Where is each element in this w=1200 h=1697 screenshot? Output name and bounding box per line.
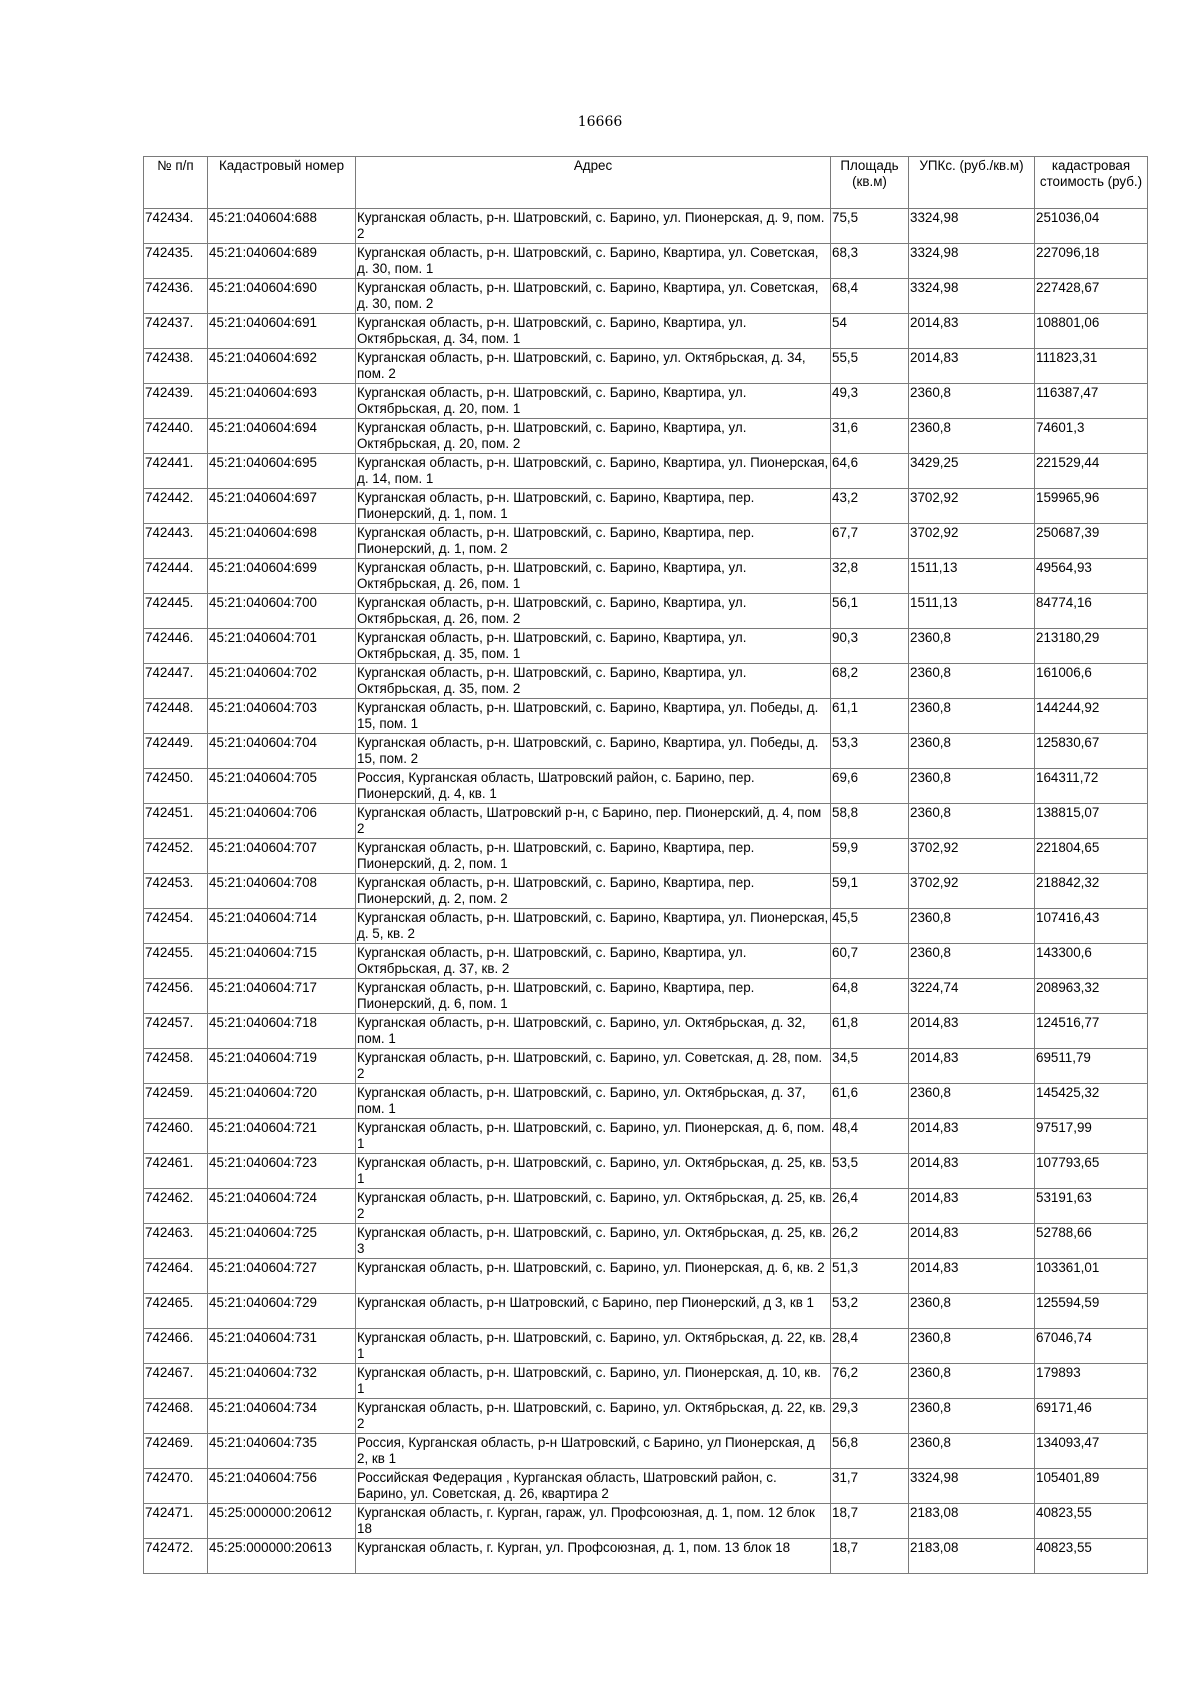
cadastral-number-cell: 45:21:040604:707: [208, 839, 356, 874]
area-cell: 59,9: [831, 839, 909, 874]
cadastral-value-cell: 40823,55: [1035, 1504, 1148, 1539]
address-cell: Курганская область, р-н. Шатровский, с. Барино, Квартира, ул. Октябрьская, д. 20, пом. 2: [356, 419, 831, 454]
unit-value-cell: 2360,8: [909, 769, 1035, 804]
cadastral-number-cell: 45:21:040604:693: [208, 384, 356, 419]
unit-value-cell: 3324,98: [909, 279, 1035, 314]
unit-value-cell: 2014,83: [909, 1119, 1035, 1154]
unit-value-cell: 2014,83: [909, 314, 1035, 349]
area-cell: 18,7: [831, 1504, 909, 1539]
area-cell: 59,1: [831, 874, 909, 909]
cadastral-value-cell: 67046,74: [1035, 1329, 1148, 1364]
cadastral-value-cell: 124516,77: [1035, 1014, 1148, 1049]
cadastral-number-cell: 45:21:040604:690: [208, 279, 356, 314]
unit-value-cell: 2014,83: [909, 1014, 1035, 1049]
row-number-cell: 742469.: [144, 1434, 208, 1469]
table-row: [144, 1154, 1148, 1189]
row-number-cell: 742443.: [144, 524, 208, 559]
table-row: [144, 209, 1148, 244]
cadastral-number-cell: 45:25:000000:20613: [208, 1539, 356, 1574]
table-row: [144, 699, 1148, 734]
address-cell: Курганская область, р-н. Шатровский, с. Барино, ул. Пионерская, д. 10, кв. 1: [356, 1364, 831, 1399]
cadastral-number-cell: 45:21:040604:695: [208, 454, 356, 489]
area-cell: 61,1: [831, 699, 909, 734]
cadastral-number-cell: 45:21:040604:688: [208, 209, 356, 244]
address-cell: Курганская область, р-н. Шатровский, с. Барино, Квартира, ул. Победы, д. 15, пом. 2: [356, 734, 831, 769]
cadastral-number-cell: 45:21:040604:715: [208, 944, 356, 979]
table-row: [144, 1504, 1148, 1539]
table-row: [144, 419, 1148, 454]
unit-value-cell: 3702,92: [909, 524, 1035, 559]
row-number-cell: 742462.: [144, 1189, 208, 1224]
header-row-number: № п/п: [144, 157, 208, 209]
unit-value-cell: 2014,83: [909, 349, 1035, 384]
cadastral-number-cell: 45:25:000000:20612: [208, 1504, 356, 1539]
cadastral-value-cell: 52788,66: [1035, 1224, 1148, 1259]
cadastral-number-cell: 45:21:040604:729: [208, 1294, 356, 1329]
table-row: [144, 1469, 1148, 1504]
area-cell: 32,8: [831, 559, 909, 594]
area-cell: 67,7: [831, 524, 909, 559]
table-row: [144, 769, 1148, 804]
row-number-cell: 742464.: [144, 1259, 208, 1294]
cadastral-value-cell: 107793,65: [1035, 1154, 1148, 1189]
unit-value-cell: 3324,98: [909, 244, 1035, 279]
unit-value-cell: 2183,08: [909, 1539, 1035, 1574]
table-row: [144, 594, 1148, 629]
unit-value-cell: 2360,8: [909, 1364, 1035, 1399]
row-number-cell: 742453.: [144, 874, 208, 909]
table-row: [144, 454, 1148, 489]
address-cell: Курганская область, р-н. Шатровский, с. Барино, Квартира, ул. Победы, д. 15, пом. 1: [356, 699, 831, 734]
area-cell: 53,3: [831, 734, 909, 769]
cadastral-value-cell: 111823,31: [1035, 349, 1148, 384]
cadastral-value-cell: 116387,47: [1035, 384, 1148, 419]
table-header: [144, 157, 1148, 209]
area-cell: 69,6: [831, 769, 909, 804]
table-row: [144, 944, 1148, 979]
cadastral-value-cell: 40823,55: [1035, 1539, 1148, 1574]
cadastral-number-cell: 45:21:040604:723: [208, 1154, 356, 1189]
address-cell: Курганская область, р-н. Шатровский, с. Барино, ул. Пионерская, д. 6, пом. 1: [356, 1119, 831, 1154]
cadastral-value-cell: 143300,6: [1035, 944, 1148, 979]
cadastral-number-cell: 45:21:040604:699: [208, 559, 356, 594]
address-cell: Курганская область, р-н. Шатровский, с. Барино, Квартира, пер. Пионерский, д. 6, пом. 1: [356, 979, 831, 1014]
area-cell: 53,2: [831, 1294, 909, 1329]
area-cell: 60,7: [831, 944, 909, 979]
area-cell: 55,5: [831, 349, 909, 384]
address-cell: Курганская область, р-н. Шатровский, с. Барино, Квартира, пер. Пионерский, д. 2, пом. 2: [356, 874, 831, 909]
cadastral-number-cell: 45:21:040604:703: [208, 699, 356, 734]
row-number-cell: 742471.: [144, 1504, 208, 1539]
address-cell: Курганская область, р-н. Шатровский, с. Барино, ул. Советская, д. 28, пом. 2: [356, 1049, 831, 1084]
area-cell: 53,5: [831, 1154, 909, 1189]
table-row: [144, 1539, 1148, 1574]
cadastral-value-cell: 145425,32: [1035, 1084, 1148, 1119]
area-cell: 68,4: [831, 279, 909, 314]
table-row: [144, 804, 1148, 839]
area-cell: 49,3: [831, 384, 909, 419]
table-row: [144, 1434, 1148, 1469]
table-row: [144, 314, 1148, 349]
unit-value-cell: 3324,98: [909, 1469, 1035, 1504]
area-cell: 75,5: [831, 209, 909, 244]
row-number-cell: 742442.: [144, 489, 208, 524]
row-number-cell: 742451.: [144, 804, 208, 839]
area-cell: 51,3: [831, 1259, 909, 1294]
address-cell: Курганская область, р-н. Шатровский, с. Барино, ул. Октябрьская, д. 22, кв. 1: [356, 1329, 831, 1364]
cadastral-value-cell: 74601,3: [1035, 419, 1148, 454]
unit-value-cell: 2360,8: [909, 909, 1035, 944]
cadastral-value-cell: 227428,67: [1035, 279, 1148, 314]
unit-value-cell: 2014,83: [909, 1224, 1035, 1259]
page-number: 16666: [577, 114, 623, 130]
area-cell: 45,5: [831, 909, 909, 944]
area-cell: 58,8: [831, 804, 909, 839]
address-cell: Курганская область, р-н. Шатровский, с. Барино, Квартира, пер. Пионерский, д. 2, пом. 1: [356, 839, 831, 874]
cadastral-number-cell: 45:21:040604:721: [208, 1119, 356, 1154]
address-cell: Курганская область, р-н. Шатровский, с. Барино, ул. Октябрьская, д. 25, кв. 1: [356, 1154, 831, 1189]
header-unit-value: УПКс. (руб./кв.м): [909, 157, 1035, 209]
row-number-cell: 742466.: [144, 1329, 208, 1364]
area-cell: 56,1: [831, 594, 909, 629]
address-cell: Курганская область, р-н. Шатровский, с. Барино, Квартира, ул. Советская, д. 30, пом. 1: [356, 244, 831, 279]
area-cell: 31,6: [831, 419, 909, 454]
area-cell: 34,5: [831, 1049, 909, 1084]
address-cell: Курганская область, Шатровский р-н, с Барино, пер. Пионерский, д. 4, пом 2: [356, 804, 831, 839]
cadastral-value-cell: 164311,72: [1035, 769, 1148, 804]
area-cell: 31,7: [831, 1469, 909, 1504]
row-number-cell: 742467.: [144, 1364, 208, 1399]
row-number-cell: 742463.: [144, 1224, 208, 1259]
cadastral-number-cell: 45:21:040604:732: [208, 1364, 356, 1399]
row-number-cell: 742436.: [144, 279, 208, 314]
table-row: [144, 1189, 1148, 1224]
cadastral-value-table: [143, 156, 1148, 1574]
cadastral-number-cell: 45:21:040604:734: [208, 1399, 356, 1434]
row-number-cell: 742435.: [144, 244, 208, 279]
address-cell: Курганская область, р-н. Шатровский, с. Барино, Квартира, ул. Советская, д. 30, пом. 2: [356, 279, 831, 314]
cadastral-value-cell: 179893: [1035, 1364, 1148, 1399]
row-number-cell: 742454.: [144, 909, 208, 944]
address-cell: Курганская область, р-н. Шатровский, с. Барино, ул. Октябрьская, д. 32, пом. 1: [356, 1014, 831, 1049]
address-cell: Курганская область, р-н. Шатровский, с. Барино, ул. Октябрьская, д. 37, пом. 1: [356, 1084, 831, 1119]
cadastral-number-cell: 45:21:040604:756: [208, 1469, 356, 1504]
address-cell: Курганская область, р-н. Шатровский, с. Барино, Квартира, ул. Октябрьская, д. 26, пом. 2: [356, 594, 831, 629]
cadastral-number-cell: 45:21:040604:689: [208, 244, 356, 279]
cadastral-value-cell: 97517,99: [1035, 1119, 1148, 1154]
address-cell: Курганская область, г. Курган, ул. Профсоюзная, д. 1, пом. 13 блок 18: [356, 1539, 831, 1574]
row-number-cell: 742452.: [144, 839, 208, 874]
unit-value-cell: 2014,83: [909, 1154, 1035, 1189]
area-cell: 26,2: [831, 1224, 909, 1259]
unit-value-cell: 2360,8: [909, 944, 1035, 979]
row-number-cell: 742440.: [144, 419, 208, 454]
cadastral-number-cell: 45:21:040604:702: [208, 664, 356, 699]
address-cell: Курганская область, р-н. Шатровский, с. Барино, Квартира, ул. Октябрьская, д. 35, пом. 1: [356, 629, 831, 664]
area-cell: 68,2: [831, 664, 909, 699]
row-number-cell: 742439.: [144, 384, 208, 419]
table-row: [144, 349, 1148, 384]
table-row: [144, 1119, 1148, 1154]
cadastral-number-cell: 45:21:040604:700: [208, 594, 356, 629]
table-row: [144, 244, 1148, 279]
row-number-cell: 742459.: [144, 1084, 208, 1119]
row-number-cell: 742457.: [144, 1014, 208, 1049]
address-cell: Курганская область, р-н. Шатровский, с. Барино, ул. Октябрьская, д. 22, кв. 2: [356, 1399, 831, 1434]
area-cell: 43,2: [831, 489, 909, 524]
address-cell: Курганская область, р-н. Шатровский, с. Барино, Квартира, ул. Октябрьская, д. 26, пом. 1: [356, 559, 831, 594]
table-row: [144, 1329, 1148, 1364]
table-row: [144, 384, 1148, 419]
unit-value-cell: 1511,13: [909, 594, 1035, 629]
row-number-cell: 742448.: [144, 699, 208, 734]
cadastral-value-cell: 144244,92: [1035, 699, 1148, 734]
cadastral-value-cell: 103361,01: [1035, 1259, 1148, 1294]
area-cell: 90,3: [831, 629, 909, 664]
cadastral-value-cell: 107416,43: [1035, 909, 1148, 944]
header-area: Площадь (кв.м): [831, 157, 909, 209]
area-cell: 28,4: [831, 1329, 909, 1364]
row-number-cell: 742472.: [144, 1539, 208, 1574]
area-cell: 68,3: [831, 244, 909, 279]
header-address: Адрес: [356, 157, 831, 209]
area-cell: 56,8: [831, 1434, 909, 1469]
cadastral-value-cell: 108801,06: [1035, 314, 1148, 349]
row-number-cell: 742449.: [144, 734, 208, 769]
cadastral-number-cell: 45:21:040604:705: [208, 769, 356, 804]
cadastral-number-cell: 45:21:040604:706: [208, 804, 356, 839]
row-number-cell: 742460.: [144, 1119, 208, 1154]
row-number-cell: 742447.: [144, 664, 208, 699]
cadastral-number-cell: 45:21:040604:698: [208, 524, 356, 559]
cadastral-value-cell: 125594,59: [1035, 1294, 1148, 1329]
table-row: [144, 1259, 1148, 1294]
table-row: [144, 664, 1148, 699]
unit-value-cell: 2360,8: [909, 629, 1035, 664]
cadastral-number-cell: 45:21:040604:697: [208, 489, 356, 524]
row-number-cell: 742438.: [144, 349, 208, 384]
table-row: [144, 734, 1148, 769]
cadastral-number-cell: 45:21:040604:694: [208, 419, 356, 454]
cadastral-value-cell: 251036,04: [1035, 209, 1148, 244]
cadastral-number-cell: 45:21:040604:704: [208, 734, 356, 769]
address-cell: Курганская область, р-н. Шатровский, с. Барино, Квартира, пер. Пионерский, д. 1, пом. 1: [356, 489, 831, 524]
unit-value-cell: 2360,8: [909, 1294, 1035, 1329]
unit-value-cell: 2360,8: [909, 384, 1035, 419]
row-number-cell: 742468.: [144, 1399, 208, 1434]
row-number-cell: 742445.: [144, 594, 208, 629]
cadastral-value-cell: 221529,44: [1035, 454, 1148, 489]
area-cell: 48,4: [831, 1119, 909, 1154]
address-cell: Курганская область, р-н. Шатровский, с. Барино, Квартира, ул. Октябрьская, д. 20, пом. 1: [356, 384, 831, 419]
cadastral-value-cell: 84774,16: [1035, 594, 1148, 629]
row-number-cell: 742434.: [144, 209, 208, 244]
address-cell: Курганская область, р-н. Шатровский, с. Барино, Квартира, ул. Пионерская, д. 5, кв. 2: [356, 909, 831, 944]
cadastral-number-cell: 45:21:040604:731: [208, 1329, 356, 1364]
address-cell: Курганская область, р-н. Шатровский, с. Барино, Квартира, ул. Октябрьская, д. 34, пом. 1: [356, 314, 831, 349]
unit-value-cell: 2360,8: [909, 1329, 1035, 1364]
area-cell: 54: [831, 314, 909, 349]
table-row: [144, 1294, 1148, 1329]
address-cell: Россия, Курганская область, Шатровский район, с. Барино, пер. Пионерский, д. 4, кв. 1: [356, 769, 831, 804]
row-number-cell: 742444.: [144, 559, 208, 594]
unit-value-cell: 2360,8: [909, 734, 1035, 769]
unit-value-cell: 2360,8: [909, 1399, 1035, 1434]
cadastral-number-cell: 45:21:040604:724: [208, 1189, 356, 1224]
row-number-cell: 742470.: [144, 1469, 208, 1504]
area-cell: 76,2: [831, 1364, 909, 1399]
area-cell: 18,7: [831, 1539, 909, 1574]
cadastral-number-cell: 45:21:040604:691: [208, 314, 356, 349]
cadastral-number-cell: 45:21:040604:692: [208, 349, 356, 384]
area-cell: 26,4: [831, 1189, 909, 1224]
table-row: [144, 874, 1148, 909]
cadastral-number-cell: 45:21:040604:735: [208, 1434, 356, 1469]
header-cadastral-value: кадастровая стоимость (руб.): [1035, 157, 1148, 209]
cadastral-value-cell: 105401,89: [1035, 1469, 1148, 1504]
cadastral-number-cell: 45:21:040604:727: [208, 1259, 356, 1294]
unit-value-cell: 1511,13: [909, 559, 1035, 594]
row-number-cell: 742441.: [144, 454, 208, 489]
unit-value-cell: 2183,08: [909, 1504, 1035, 1539]
row-number-cell: 742446.: [144, 629, 208, 664]
table-row: [144, 909, 1148, 944]
address-cell: Курганская область, р-н. Шатровский, с. Барино, ул. Октябрьская, д. 34, пом. 2: [356, 349, 831, 384]
unit-value-cell: 3324,98: [909, 209, 1035, 244]
table-row: [144, 524, 1148, 559]
cadastral-number-cell: 45:21:040604:725: [208, 1224, 356, 1259]
unit-value-cell: 2360,8: [909, 419, 1035, 454]
unit-value-cell: 2014,83: [909, 1049, 1035, 1084]
cadastral-value-cell: 69511,79: [1035, 1049, 1148, 1084]
address-cell: Россия, Курганская область, р-н Шатровский, с Барино, ул Пионерская, д 2, кв 1: [356, 1434, 831, 1469]
area-cell: 29,3: [831, 1399, 909, 1434]
table-row: [144, 1049, 1148, 1084]
cadastral-value-cell: 69171,46: [1035, 1399, 1148, 1434]
cadastral-number-cell: 45:21:040604:701: [208, 629, 356, 664]
unit-value-cell: 2360,8: [909, 1084, 1035, 1119]
table-row: [144, 1224, 1148, 1259]
address-cell: Курганская область, р-н. Шатровский, с. Барино, ул. Октябрьская, д. 25, кв. 3: [356, 1224, 831, 1259]
cadastral-value-cell: 53191,63: [1035, 1189, 1148, 1224]
unit-value-cell: 2360,8: [909, 664, 1035, 699]
table-row: [144, 559, 1148, 594]
area-cell: 61,8: [831, 1014, 909, 1049]
area-cell: 64,6: [831, 454, 909, 489]
row-number-cell: 742455.: [144, 944, 208, 979]
address-cell: Курганская область, р-н. Шатровский, с. Барино, Квартира, пер. Пионерский, д. 1, пом. 2: [356, 524, 831, 559]
area-cell: 61,6: [831, 1084, 909, 1119]
cadastral-value-cell: 134093,47: [1035, 1434, 1148, 1469]
row-number-cell: 742465.: [144, 1294, 208, 1329]
table-row: [144, 979, 1148, 1014]
cadastral-number-cell: 45:21:040604:720: [208, 1084, 356, 1119]
unit-value-cell: 3702,92: [909, 839, 1035, 874]
unit-value-cell: 2360,8: [909, 804, 1035, 839]
area-cell: 64,8: [831, 979, 909, 1014]
cadastral-value-cell: 138815,07: [1035, 804, 1148, 839]
address-cell: Курганская область, р-н. Шатровский, с. Барино, ул. Пионерская, д. 6, кв. 2: [356, 1259, 831, 1294]
row-number-cell: 742437.: [144, 314, 208, 349]
cadastral-number-cell: 45:21:040604:717: [208, 979, 356, 1014]
cadastral-value-cell: 125830,67: [1035, 734, 1148, 769]
cadastral-value-cell: 161006,6: [1035, 664, 1148, 699]
unit-value-cell: 2014,83: [909, 1189, 1035, 1224]
unit-value-cell: 3429,25: [909, 454, 1035, 489]
row-number-cell: 742456.: [144, 979, 208, 1014]
cadastral-value-cell: 218842,32: [1035, 874, 1148, 909]
cadastral-number-cell: 45:21:040604:708: [208, 874, 356, 909]
table-row: [144, 1399, 1148, 1434]
cadastral-value-cell: 221804,65: [1035, 839, 1148, 874]
row-number-cell: 742458.: [144, 1049, 208, 1084]
table-body: [144, 209, 1148, 1574]
address-cell: Курганская область, р-н. Шатровский, с. Барино, Квартира, ул. Октябрьская, д. 37, кв. 2: [356, 944, 831, 979]
table-row: [144, 629, 1148, 664]
unit-value-cell: 3224,74: [909, 979, 1035, 1014]
unit-value-cell: 3702,92: [909, 489, 1035, 524]
table-row: [144, 279, 1148, 314]
address-cell: Курганская область, р-н Шатровский, с Барино, пер Пионерский, д 3, кв 1: [356, 1294, 831, 1329]
cadastral-value-cell: 213180,29: [1035, 629, 1148, 664]
address-cell: Курганская область, р-н. Шатровский, с. Барино, ул. Пионерская, д. 9, пом. 2: [356, 209, 831, 244]
header-row: [144, 157, 1148, 209]
cadastral-value-cell: 159965,96: [1035, 489, 1148, 524]
table-row: [144, 1364, 1148, 1399]
table-row: [144, 1084, 1148, 1119]
unit-value-cell: 3702,92: [909, 874, 1035, 909]
table-row: [144, 489, 1148, 524]
cadastral-value-cell: 250687,39: [1035, 524, 1148, 559]
address-cell: Курганская область, г. Курган, гараж, ул. Профсоюзная, д. 1, пом. 12 блок 18: [356, 1504, 831, 1539]
header-cadastral-number: Кадастровый номер: [208, 157, 356, 209]
cadastral-number-cell: 45:21:040604:719: [208, 1049, 356, 1084]
address-cell: Курганская область, р-н. Шатровский, с. Барино, Квартира, ул. Пионерская, д. 14, пом. 1: [356, 454, 831, 489]
unit-value-cell: 2360,8: [909, 699, 1035, 734]
unit-value-cell: 2014,83: [909, 1259, 1035, 1294]
cadastral-value-cell: 227096,18: [1035, 244, 1148, 279]
address-cell: Российская Федерация , Курганская область, Шатровский район, с. Барино, ул. Советская, д. 26, квартира 2: [356, 1469, 831, 1504]
cadastral-number-cell: 45:21:040604:718: [208, 1014, 356, 1049]
cadastral-value-cell: 49564,93: [1035, 559, 1148, 594]
row-number-cell: 742461.: [144, 1154, 208, 1189]
cadastral-number-cell: 45:21:040604:714: [208, 909, 356, 944]
row-number-cell: 742450.: [144, 769, 208, 804]
table-row: [144, 839, 1148, 874]
cadastral-value-cell: 208963,32: [1035, 979, 1148, 1014]
address-cell: Курганская область, р-н. Шатровский, с. Барино, ул. Октябрьская, д. 25, кв. 2: [356, 1189, 831, 1224]
table-row: [144, 1014, 1148, 1049]
address-cell: Курганская область, р-н. Шатровский, с. Барино, Квартира, ул. Октябрьская, д. 35, пом. 2: [356, 664, 831, 699]
unit-value-cell: 2360,8: [909, 1434, 1035, 1469]
